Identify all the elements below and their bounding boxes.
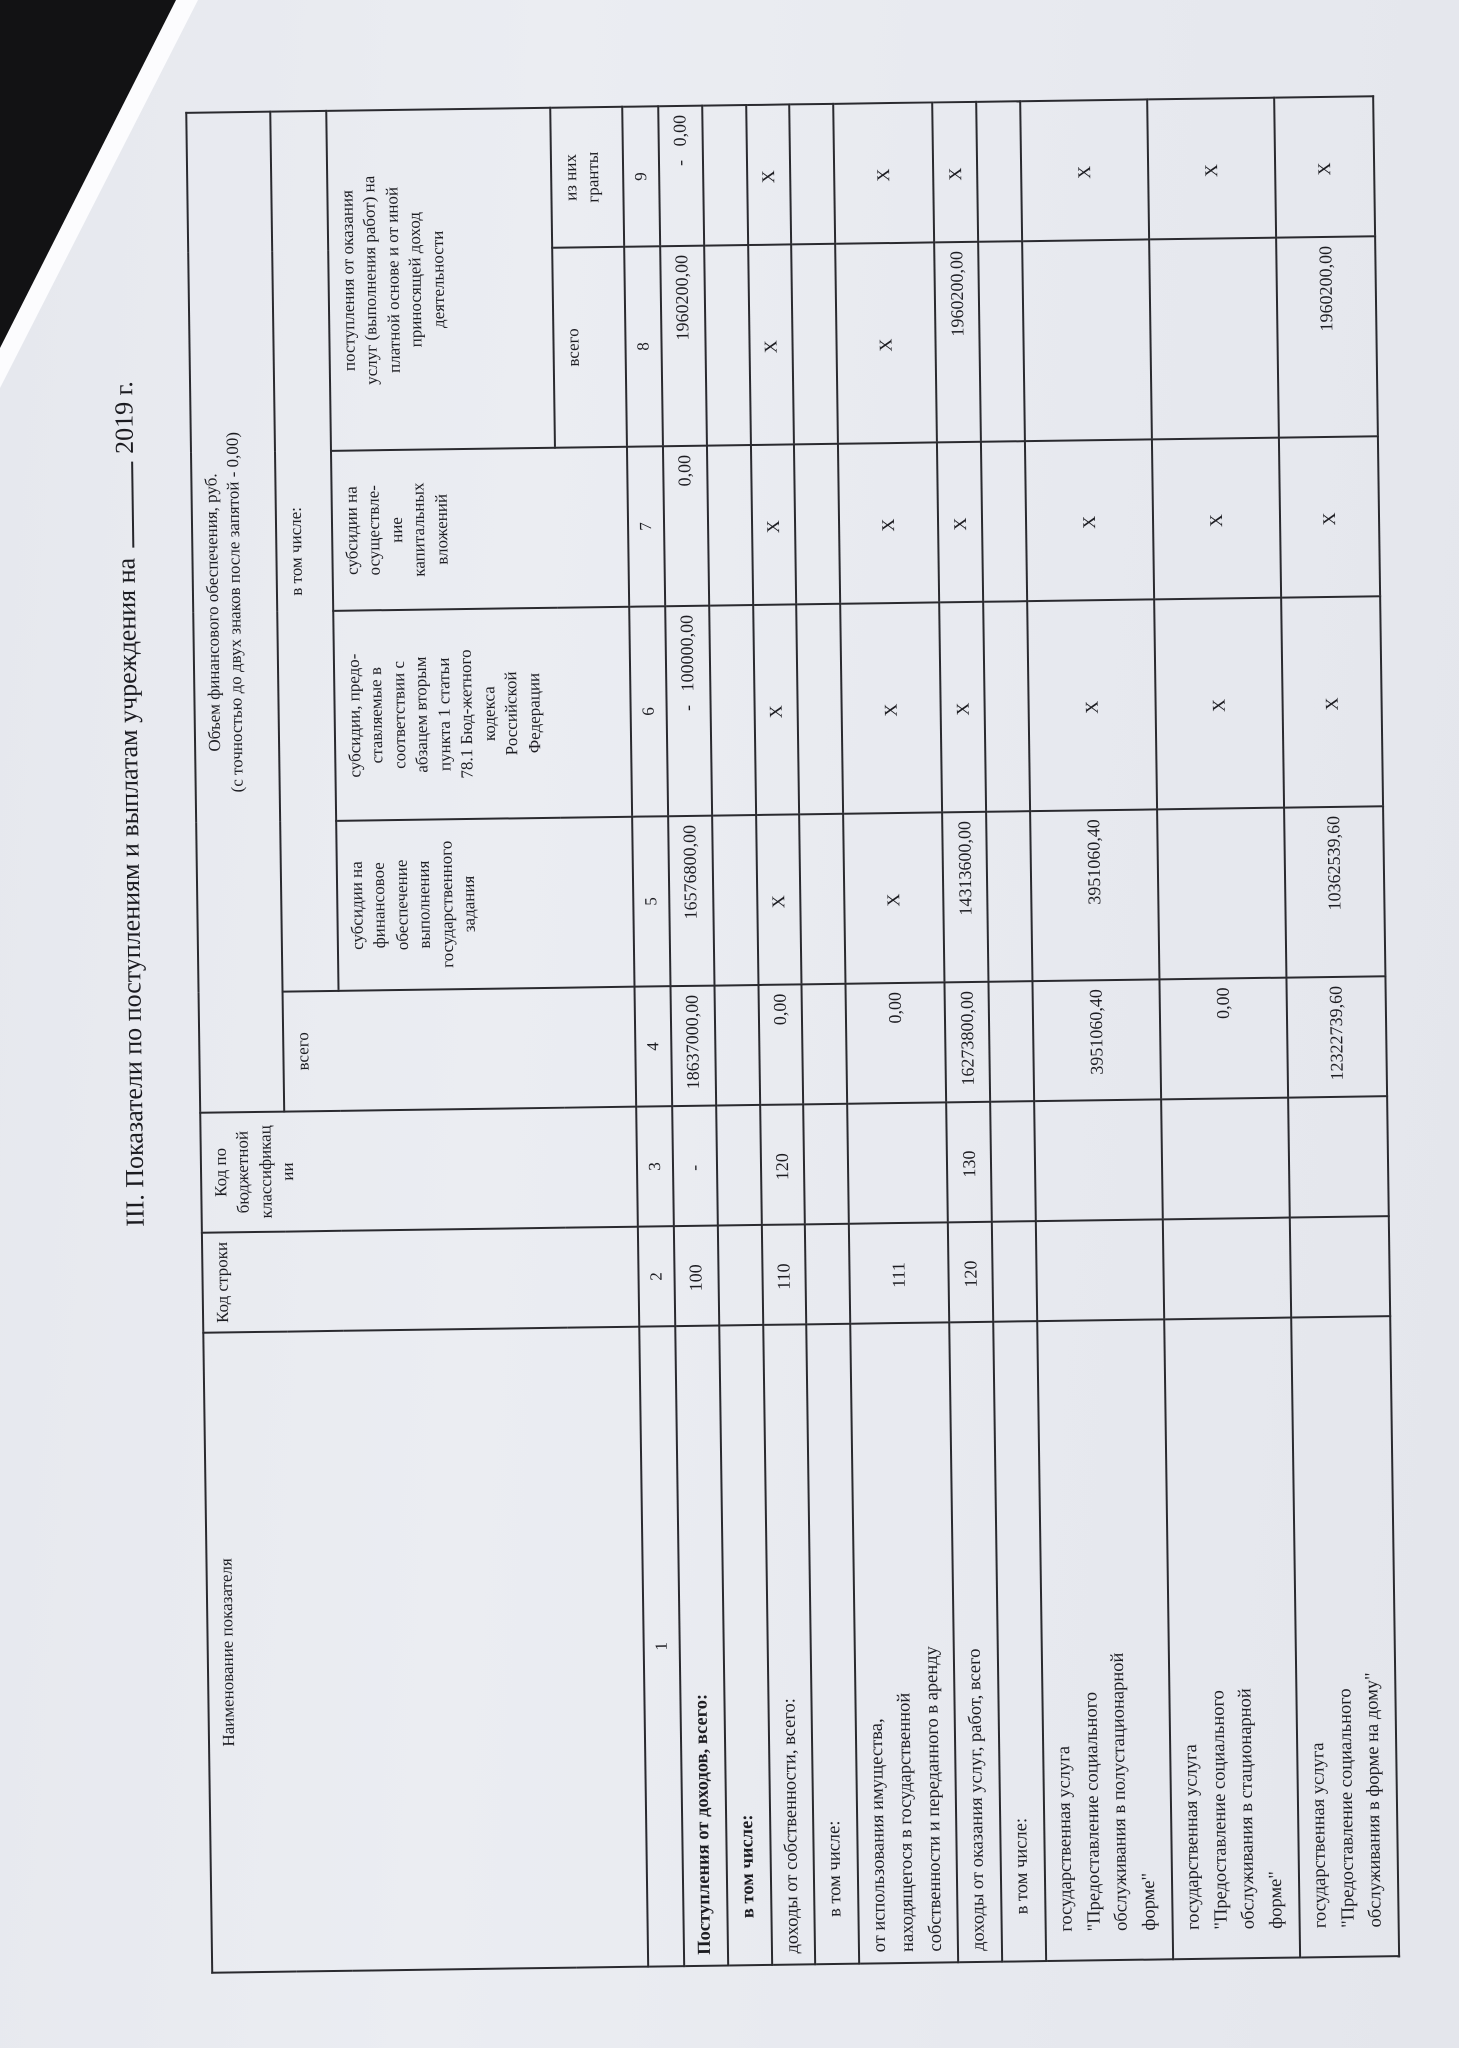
cell-subsidy-state-task: 14313600,00 bbox=[942, 812, 988, 983]
cell-line-code bbox=[992, 1221, 1037, 1322]
cell-paid-grants: X bbox=[1147, 98, 1276, 240]
cell-kbk: 130 bbox=[946, 1102, 991, 1223]
cell-indicator-name: доходы от оказания услуг, работ, всего bbox=[949, 1322, 1002, 1963]
table-header bbox=[186, 106, 684, 1972]
colnum-3: 3 bbox=[636, 1106, 674, 1226]
cell-line-code bbox=[805, 1224, 850, 1325]
cell-subsidy-state-task bbox=[986, 811, 1032, 982]
cell-paid-total: X bbox=[835, 242, 937, 443]
cell-paid-total: 1960200,00 bbox=[934, 242, 981, 443]
cell-indicator-name: государственная услуга "Предоставление социального обслуживания в полустационарной форме" bbox=[1037, 1319, 1173, 1961]
colnum-6: 6 bbox=[629, 606, 668, 816]
cell-line-code: 120 bbox=[948, 1222, 993, 1323]
cell-subsidy-781: X bbox=[1027, 599, 1157, 811]
document-content bbox=[105, 78, 1386, 1975]
cell-kbk bbox=[990, 1101, 1035, 1222]
cell-total bbox=[802, 984, 847, 1105]
cell-total: 0,00 bbox=[845, 982, 946, 1103]
header-name: Наименование показателя bbox=[203, 1327, 648, 1973]
header-subsidy-state-task: субсидии на финансовое обеспечение выполнения государственного задания bbox=[336, 817, 634, 991]
cell-kbk bbox=[1034, 1099, 1163, 1221]
cell-subsidy-capital: X bbox=[838, 442, 939, 603]
cell-indicator-name: доходы от собственности, всего: bbox=[763, 1324, 816, 1965]
cell-subsidy-capital: 0,00 bbox=[663, 446, 709, 607]
cell-paid-grants: X bbox=[1274, 96, 1375, 237]
cell-subsidy-781: X bbox=[1281, 596, 1383, 807]
cell-line-code bbox=[1290, 1216, 1391, 1317]
cell-indicator-name: государственная услуга "Предоставление социального обслуживания в стационарной форме" bbox=[1164, 1318, 1300, 1960]
cell-indicator-name: от использования имущества, находящегося в государственной собственности и переданного в аренду bbox=[850, 1322, 958, 1963]
cell-total: 12322739,60 bbox=[1286, 976, 1387, 1097]
cell-line-code: 100 bbox=[674, 1226, 719, 1327]
cell-indicator-name: в том числе: bbox=[806, 1324, 859, 1965]
cell-kbk bbox=[803, 1104, 848, 1225]
cell-subsidy-capital: X bbox=[750, 444, 796, 605]
header-subsidy-781: субсидии, предо- ставляемые в соответствии с абзацем вторым пункта 1 статьи 78.1 Бюд-жетного кодекса Российской Федерации bbox=[333, 607, 632, 821]
cell-subsidy-state-task bbox=[1157, 808, 1286, 980]
cell-paid-grants bbox=[976, 101, 1022, 242]
cell-subsidy-state-task: X bbox=[843, 812, 945, 983]
cell-total bbox=[714, 985, 759, 1106]
header-paid-services-group: поступления от оказания услуг (выполнения работ) на платной основе и от иной приносящей доход деятельности bbox=[326, 108, 555, 451]
cell-subsidy-state-task: 10362539,60 bbox=[1284, 806, 1386, 977]
cell-total: 0,00 bbox=[1159, 978, 1288, 1100]
cell-paid-grants bbox=[789, 104, 835, 245]
cell-subsidy-781: - 100000,00 bbox=[665, 606, 712, 817]
cell-kbk: 120 bbox=[760, 1104, 805, 1225]
cell-indicator-name: в том числе: bbox=[719, 1325, 772, 1966]
cell-total bbox=[988, 981, 1033, 1102]
cell-paid-total: X bbox=[748, 244, 795, 445]
cell-paid-grants: X bbox=[833, 102, 934, 243]
title-underline bbox=[131, 462, 134, 548]
cell-subsidy-781: X bbox=[753, 604, 800, 815]
cell-kbk bbox=[1288, 1096, 1389, 1217]
cell-kbk bbox=[847, 1102, 948, 1223]
cell-subsidy-state-task: 16576800,00 bbox=[668, 816, 714, 987]
colnum-1: 1 bbox=[639, 1326, 684, 1966]
cell-subsidy-781 bbox=[983, 601, 1030, 812]
cell-subsidy-state-task bbox=[799, 814, 845, 985]
cell-paid-total bbox=[1022, 239, 1152, 441]
cell-kbk bbox=[1161, 1098, 1290, 1220]
cell-subsidy-781: X bbox=[1154, 598, 1284, 810]
cell-subsidy-capital bbox=[981, 441, 1027, 602]
header-kbk: Код по бюджетной классификац ии bbox=[200, 1107, 638, 1233]
cell-paid-total: 1960200,00 bbox=[660, 246, 707, 447]
header-including: в том числе: bbox=[270, 111, 338, 992]
cell-paid-total: 1960200,00 bbox=[1276, 236, 1378, 437]
cell-total: 0,00 bbox=[758, 984, 803, 1105]
section-year: 2019 г. bbox=[108, 380, 140, 455]
cell-total: 18637000,00 bbox=[670, 986, 715, 1107]
cell-subsidy-capital: X bbox=[1025, 439, 1154, 601]
cell-subsidy-state-task bbox=[712, 815, 758, 986]
colnum-2: 2 bbox=[638, 1226, 675, 1326]
cell-line-code: 110 bbox=[761, 1224, 806, 1325]
cell-subsidy-capital bbox=[707, 445, 753, 606]
colnum-4: 4 bbox=[635, 986, 673, 1106]
colnum-9: 9 bbox=[622, 106, 660, 247]
cell-paid-grants: X bbox=[932, 102, 978, 243]
cell-indicator-name: государственная услуга "Предоставление социального обслуживания в форме на дому" bbox=[1291, 1316, 1399, 1957]
cell-total: 3951060,40 bbox=[1032, 979, 1161, 1101]
table-body bbox=[658, 96, 1399, 1966]
header-total: всего bbox=[283, 987, 637, 1112]
cell-paid-grants: X bbox=[746, 104, 792, 245]
cell-subsidy-781: X bbox=[939, 602, 986, 813]
colnum-8: 8 bbox=[624, 246, 663, 446]
header-line-code: Код строки bbox=[202, 1227, 639, 1333]
cell-indicator-name: в том числе: bbox=[993, 1321, 1046, 1962]
fin-indicators-table bbox=[185, 95, 1400, 1973]
cell-indicator-name: Поступления от доходов, всего: bbox=[675, 1326, 728, 1967]
cell-subsidy-781 bbox=[709, 605, 756, 816]
cell-paid-grants: X bbox=[1020, 99, 1149, 241]
colnum-7: 7 bbox=[627, 446, 665, 606]
cell-line-code bbox=[718, 1225, 763, 1326]
header-paid-total: всего bbox=[552, 247, 627, 448]
cell-paid-total bbox=[1149, 238, 1279, 440]
cell-paid-total bbox=[978, 241, 1025, 442]
header-paid-grants: из них гранты bbox=[550, 107, 624, 248]
cell-subsidy-781 bbox=[796, 604, 843, 815]
cell-kbk: - bbox=[672, 1106, 717, 1227]
cell-kbk bbox=[716, 1105, 761, 1226]
cell-subsidy-capital: X bbox=[1152, 438, 1281, 600]
cell-subsidy-capital: X bbox=[1279, 436, 1380, 597]
cell-subsidy-state-task: X bbox=[756, 814, 802, 985]
cell-total: 16273800,00 bbox=[945, 982, 990, 1103]
cell-subsidy-capital: X bbox=[937, 442, 983, 603]
cell-paid-grants bbox=[702, 105, 748, 246]
cell-line-code bbox=[1163, 1218, 1291, 1320]
header-volume-group: Объем финансового обеспечения, руб. (с точностью до двух знаков после запятой - 0,00) bbox=[186, 112, 284, 1113]
colnum-5: 5 bbox=[632, 816, 670, 986]
section-title-text: III. Показатели по поступлениям и выплатам учреждения на bbox=[111, 557, 150, 1227]
cell-subsidy-state-task: 3951060,40 bbox=[1030, 809, 1159, 981]
cell-paid-grants: - 0,00 bbox=[658, 106, 704, 247]
cell-paid-total bbox=[791, 244, 838, 445]
cell-subsidy-capital bbox=[794, 444, 840, 605]
cell-line-code bbox=[1036, 1219, 1164, 1321]
header-subsidy-capital: субсидии на осуществле- ние капитальных вложений bbox=[331, 447, 629, 611]
cell-subsidy-781: X bbox=[840, 602, 942, 813]
cell-paid-total bbox=[704, 245, 751, 446]
cell-line-code: 111 bbox=[849, 1222, 950, 1323]
